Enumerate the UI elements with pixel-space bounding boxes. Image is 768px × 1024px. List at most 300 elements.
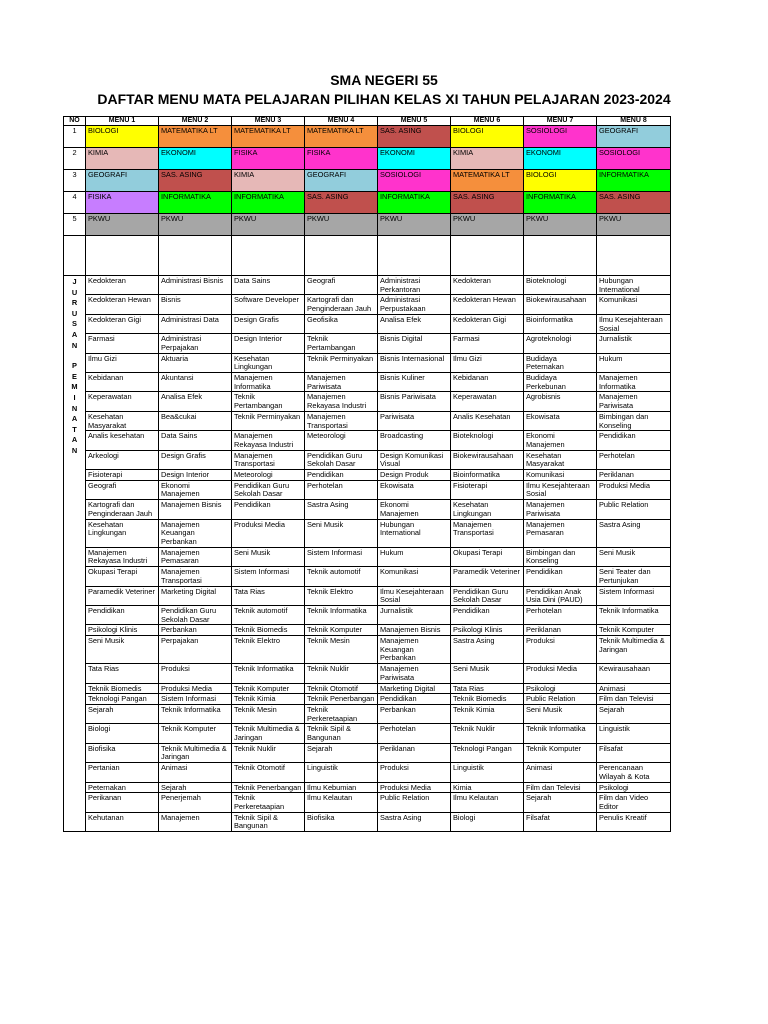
- jurusan-cell: Psikologi Klinis: [86, 625, 159, 636]
- jurusan-cell: Manajemen Keuangan Perbankan: [378, 636, 451, 664]
- jurusan-cell: Design Komunikasi Visual: [378, 450, 451, 469]
- jurusan-cell: Manajemen Bisnis: [159, 500, 232, 519]
- jurusan-cell: Filsafat: [524, 812, 597, 831]
- subject-cell: SOSIOLOGI: [524, 126, 597, 148]
- jurusan-cell: Design Interior: [159, 470, 232, 481]
- jurusan-cell: Teknik Perminyakan: [232, 411, 305, 430]
- jurusan-cell: Teknik Informatika: [232, 664, 305, 683]
- jurusan-cell: Arkeologi: [86, 450, 159, 469]
- label-char: I: [73, 392, 76, 402]
- jurusan-cell: Produksi Media: [232, 519, 305, 547]
- jurusan-cell: Teknik Multimedia & Jaringan: [232, 724, 305, 743]
- jurusan-cell: Komunikasi: [524, 470, 597, 481]
- jurusan-cell: Pendidikan Guru Sekolah Dasar: [232, 480, 305, 499]
- jurusan-cell: Kedokteran Hewan: [451, 295, 524, 314]
- subject-cell: EKONOMI: [159, 148, 232, 170]
- jurusan-cell: Teknik Informatika: [597, 605, 671, 624]
- jurusan-cell: Manajemen Informatika: [597, 373, 671, 392]
- jurusan-cell: Sejarah: [524, 793, 597, 812]
- jurusan-cell: Sastra Asing: [451, 636, 524, 664]
- jurusan-cell: Broadcasting: [378, 431, 451, 450]
- jurusan-cell: Kartografi dan Penginderaan Jauh: [305, 295, 378, 314]
- subject-row: [64, 192, 671, 214]
- jurusan-cell: Perhotelan: [597, 450, 671, 469]
- jurusan-row: [64, 636, 671, 664]
- jurusan-cell: Sastra Asing: [597, 519, 671, 547]
- jurusan-cell: Seni Musik: [305, 519, 378, 547]
- jurusan-cell: Bisnis Digital: [378, 334, 451, 353]
- jurusan-cell: Penerjemah: [159, 793, 232, 812]
- jurusan-cell: Hukum: [378, 547, 451, 566]
- subject-cell: INFORMATIKA: [159, 192, 232, 214]
- jurusan-cell: Kesehatan Lingkungan: [86, 519, 159, 547]
- jurusan-cell: Administrasi Perkantoran: [378, 276, 451, 295]
- subject-cell: PKWU: [451, 214, 524, 236]
- subject-cell: KIMIA: [232, 170, 305, 192]
- jurusan-cell: Teknik Biomedis: [451, 694, 524, 705]
- jurusan-cell: Teknik Pertambangan: [305, 334, 378, 353]
- subject-cell: EKONOMI: [378, 148, 451, 170]
- header-menu-2: MENU 2: [159, 117, 232, 126]
- jurusan-cell: Okupasi Terapi: [86, 567, 159, 586]
- jurusan-cell: Geografi: [86, 480, 159, 499]
- jurusan-row: [64, 704, 671, 723]
- jurusan-row: [64, 334, 671, 353]
- jurusan-cell: Filsafat: [597, 743, 671, 762]
- jurusan-cell: Animasi: [159, 763, 232, 782]
- subject-cell: SOSIOLOGI: [378, 170, 451, 192]
- header-menu-8: MENU 8: [597, 117, 671, 126]
- jurusan-cell: Teknik Pertambangan: [232, 392, 305, 411]
- jurusan-cell: Sistem Informasi: [159, 694, 232, 705]
- jurusan-cell: Design Grafis: [232, 314, 305, 333]
- jurusan-cell: Perikanan: [86, 793, 159, 812]
- jurusan-cell: Manajemen Keuangan Perbankan: [159, 519, 232, 547]
- jurusan-cell: Akuntansi: [159, 373, 232, 392]
- jurusan-cell: Teknik Biomedis: [86, 683, 159, 694]
- jurusan-cell: Teknik Komputer: [232, 683, 305, 694]
- blank-cell: [64, 236, 86, 276]
- label-char: U: [71, 287, 78, 297]
- jurusan-cell: Sastra Asing: [305, 500, 378, 519]
- jurusan-cell: Aktuaria: [159, 353, 232, 372]
- jurusan-cell: Manajemen Pariwisata: [378, 664, 451, 683]
- jurusan-cell: Bioinformatika: [451, 470, 524, 481]
- jurusan-row: [64, 353, 671, 372]
- jurusan-cell: Sejarah: [159, 782, 232, 793]
- jurusan-cell: Teknologi Pangan: [451, 743, 524, 762]
- subject-cell: KIMIA: [86, 148, 159, 170]
- jurusan-cell: Ilmu Kesejahteraan Sosial: [597, 314, 671, 333]
- subject-row: [64, 126, 671, 148]
- label-char: T: [72, 424, 77, 434]
- jurusan-row: [64, 314, 671, 333]
- jurusan-cell: Bisnis Internasional: [378, 353, 451, 372]
- jurusan-cell: Perhotelan: [378, 724, 451, 743]
- blank-cell: [159, 236, 232, 276]
- subject-cell: SAS. ASING: [378, 126, 451, 148]
- jurusan-row: [64, 605, 671, 624]
- jurusan-row: [64, 295, 671, 314]
- jurusan-cell: Kedokteran Hewan: [86, 295, 159, 314]
- jurusan-cell: Analis kesehatan: [86, 431, 159, 450]
- jurusan-cell: Kehutanan: [86, 812, 159, 831]
- jurusan-cell: Ekonomi Manajemen: [378, 500, 451, 519]
- jurusan-cell: Sastra Asing: [378, 812, 451, 831]
- jurusan-cell: Manajemen Pemasaran: [524, 519, 597, 547]
- jurusan-cell: Kedokteran Gigi: [86, 314, 159, 333]
- blank-cell: [524, 236, 597, 276]
- blank-cell: [378, 236, 451, 276]
- jurusan-cell: Design Interior: [232, 334, 305, 353]
- jurusan-cell: Manajemen Transportasi: [159, 567, 232, 586]
- subject-cell: MATEMATIKA LT: [232, 126, 305, 148]
- jurusan-cell: Biokewirausahaan: [451, 450, 524, 469]
- jurusan-cell: Teknik Perkeretaapian: [232, 793, 305, 812]
- jurusan-cell: Seni Musik: [597, 547, 671, 566]
- jurusan-cell: Manajemen Informatika: [232, 373, 305, 392]
- jurusan-cell: Produksi Media: [159, 683, 232, 694]
- jurusan-cell: Produksi: [378, 763, 451, 782]
- jurusan-cell: Administrasi Perpajakan: [159, 334, 232, 353]
- jurusan-cell: Ilmu Kesejahteraan Sosial: [378, 586, 451, 605]
- jurusan-cell: Kesehatan Lingkungan: [451, 500, 524, 519]
- label-char: [66, 351, 83, 361]
- jurusan-cell: Seni Musik: [451, 664, 524, 683]
- subject-row: [64, 170, 671, 192]
- jurusan-cell: Manajemen Rekayasa Industri: [232, 431, 305, 450]
- jurusan-cell: Ilmu Gizi: [451, 353, 524, 372]
- jurusan-cell: Sejarah: [305, 743, 378, 762]
- jurusan-cell: Manajemen Transportasi: [451, 519, 524, 547]
- jurusan-cell: Film dan Televisi: [524, 782, 597, 793]
- jurusan-cell: Pendidikan: [524, 567, 597, 586]
- jurusan-cell: Teknik automotif: [232, 605, 305, 624]
- jurusan-cell: Teknik Perminyakan: [305, 353, 378, 372]
- menu-table: [63, 116, 671, 832]
- jurusan-cell: Kebidanan: [451, 373, 524, 392]
- jurusan-cell: Teknik Komputer: [305, 625, 378, 636]
- jurusan-cell: Manajemen Bisnis: [378, 625, 451, 636]
- jurusan-cell: Public Relation: [378, 793, 451, 812]
- jurusan-cell: Bioteknologi: [524, 276, 597, 295]
- jurusan-cell: Teknik Sipil & Bangunan: [305, 724, 378, 743]
- jurusan-cell: Periklanan: [378, 743, 451, 762]
- row-number: 2: [64, 148, 86, 170]
- jurusan-cell: Ilmu Kebumian: [305, 782, 378, 793]
- jurusan-cell: Biokewirausahaan: [524, 295, 597, 314]
- subject-cell: FISIKA: [232, 148, 305, 170]
- subject-cell: FISIKA: [86, 192, 159, 214]
- jurusan-cell: Produksi Media: [378, 782, 451, 793]
- jurusan-cell: Produksi Media: [524, 664, 597, 683]
- jurusan-cell: Teknik Informatika: [159, 704, 232, 723]
- subject-cell: MATEMATIKA LT: [451, 170, 524, 192]
- jurusan-cell: Tata Rias: [232, 586, 305, 605]
- jurusan-cell: Design Produk: [378, 470, 451, 481]
- jurusan-cell: Ekowisata: [378, 480, 451, 499]
- jurusan-cell: Manajemen Rekayasa Industri: [305, 392, 378, 411]
- subject-cell: SAS. ASING: [305, 192, 378, 214]
- jurusan-cell: Psikologi: [524, 683, 597, 694]
- subject-cell: PKWU: [378, 214, 451, 236]
- blank-cell: [305, 236, 378, 276]
- label-char: J: [72, 277, 77, 286]
- jurusan-cell: Public Relation: [524, 694, 597, 705]
- jurusan-cell: Administrasi Bisnis: [159, 276, 232, 295]
- jurusan-cell: Bisnis: [159, 295, 232, 314]
- jurusan-cell: Kimia: [451, 782, 524, 793]
- header-row: [64, 117, 671, 126]
- jurusan-row: [64, 276, 671, 295]
- label-char: S: [72, 319, 77, 329]
- jurusan-cell: Bioteknologi: [451, 431, 524, 450]
- jurusan-cell: Farmasi: [86, 334, 159, 353]
- jurusan-cell: Perbankan: [378, 704, 451, 723]
- row-number: 5: [64, 214, 86, 236]
- jurusan-cell: Pendidikan Guru Sekolah Dasar: [451, 586, 524, 605]
- jurusan-cell: Seni Musik: [86, 636, 159, 664]
- jurusan-cell: Sejarah: [86, 704, 159, 723]
- jurusan-cell: Hubungan International: [378, 519, 451, 547]
- jurusan-cell: Produksi: [524, 636, 597, 664]
- blank-cell: [232, 236, 305, 276]
- jurusan-cell: Geografi: [305, 276, 378, 295]
- jurusan-cell: Public Relation: [597, 500, 671, 519]
- subject-cell: PKWU: [524, 214, 597, 236]
- label-char: P: [72, 361, 77, 371]
- subject-row: [64, 214, 671, 236]
- jurusan-cell: Pendidikan: [451, 605, 524, 624]
- subject-cell: PKWU: [159, 214, 232, 236]
- subject-cell: MATEMATIKA LT: [159, 126, 232, 148]
- jurusan-cell: Film dan Televisi: [597, 694, 671, 705]
- jurusan-cell: Periklanan: [524, 625, 597, 636]
- jurusan-row: [64, 411, 671, 430]
- jurusan-cell: Geofisika: [305, 314, 378, 333]
- subject-cell: BIOLOGI: [524, 170, 597, 192]
- subject-cell: MATEMATIKA LT: [305, 126, 378, 148]
- jurusan-cell: Penulis Kreatif: [597, 812, 671, 831]
- jurusan-rows: [64, 276, 671, 832]
- subject-cell: PKWU: [232, 214, 305, 236]
- jurusan-cell: Film dan Video Editor: [597, 793, 671, 812]
- jurusan-cell: Sejarah: [597, 704, 671, 723]
- jurusan-cell: Software Developer: [232, 295, 305, 314]
- jurusan-cell: Teknik Biomedis: [232, 625, 305, 636]
- jurusan-cell: Kedokteran: [86, 276, 159, 295]
- jurusan-cell: Teknik Otomotif: [305, 683, 378, 694]
- subject-cell: GEOGRAFI: [86, 170, 159, 192]
- label-char: A: [71, 435, 78, 445]
- jurusan-row: [64, 694, 671, 705]
- jurusan-cell: Teknik Informatika: [524, 724, 597, 743]
- subject-cell: FISIKA: [305, 148, 378, 170]
- jurusan-cell: Fisioterapi: [86, 470, 159, 481]
- jurusan-cell: Biofisika: [86, 743, 159, 762]
- row-number: 4: [64, 192, 86, 214]
- jurusan-cell: Kedokteran: [451, 276, 524, 295]
- jurusan-peminatan-label: [64, 276, 86, 832]
- jurusan-cell: Budidaya Peternakan: [524, 353, 597, 372]
- jurusan-cell: Manajemen Transportasi: [305, 411, 378, 430]
- jurusan-cell: Analisa Efek: [378, 314, 451, 333]
- jurusan-cell: Linguistik: [597, 724, 671, 743]
- jurusan-cell: Pendidikan: [232, 500, 305, 519]
- jurusan-cell: Ekonomi Manajemen: [159, 480, 232, 499]
- jurusan-cell: Pendidikan: [378, 694, 451, 705]
- jurusan-cell: Teknologi Pangan: [86, 694, 159, 705]
- jurusan-row: [64, 782, 671, 793]
- jurusan-cell: Ekonomi Manajemen: [524, 431, 597, 450]
- header-menu-1: MENU 1: [86, 117, 159, 126]
- jurusan-cell: Pendidikan: [305, 470, 378, 481]
- jurusan-row: [64, 812, 671, 831]
- jurusan-row: [64, 743, 671, 762]
- blank-cell: [597, 236, 671, 276]
- jurusan-cell: Farmasi: [451, 334, 524, 353]
- document-title: DAFTAR MENU MATA PELAJARAN PILIHAN KELAS XI TAHUN PELAJARAN 2023-2024: [97, 91, 671, 107]
- subject-row: [64, 148, 671, 170]
- jurusan-cell: Seni Musik: [232, 547, 305, 566]
- subject-cell: BIOLOGI: [86, 126, 159, 148]
- jurusan-cell: Teknik Mesin: [305, 636, 378, 664]
- subject-rows: [64, 126, 671, 276]
- label-char: N: [71, 445, 78, 455]
- subject-cell: PKWU: [305, 214, 378, 236]
- jurusan-cell: Teknik Penerbangan: [232, 782, 305, 793]
- jurusan-row: [64, 431, 671, 450]
- jurusan-row: [64, 724, 671, 743]
- jurusan-cell: Hukum: [597, 353, 671, 372]
- jurusan-cell: Hubungan International: [597, 276, 671, 295]
- jurusan-cell: Meteorologi: [305, 431, 378, 450]
- jurusan-cell: Teknik Nuklir: [232, 743, 305, 762]
- jurusan-row: [64, 500, 671, 519]
- jurusan-cell: Teknik Otomotif: [232, 763, 305, 782]
- jurusan-row: [64, 664, 671, 683]
- jurusan-cell: Pendidikan: [86, 605, 159, 624]
- jurusan-cell: Seni Musik: [524, 704, 597, 723]
- header-menu-4: MENU 4: [305, 117, 378, 126]
- jurusan-cell: Pendidikan Guru Sekolah Dasar: [305, 450, 378, 469]
- header-menu-7: MENU 7: [524, 117, 597, 126]
- subject-cell: BIOLOGI: [451, 126, 524, 148]
- row-number: 3: [64, 170, 86, 192]
- jurusan-cell: Jurnalistik: [597, 334, 671, 353]
- subject-cell: SOSIOLOGI: [597, 148, 671, 170]
- subject-cell: PKWU: [86, 214, 159, 236]
- jurusan-cell: Sistem Informasi: [305, 547, 378, 566]
- jurusan-cell: Teknik Komputer: [159, 724, 232, 743]
- jurusan-cell: Budidaya Perkebunan: [524, 373, 597, 392]
- jurusan-row: [64, 450, 671, 469]
- blank-row: [64, 236, 671, 276]
- subject-cell: INFORMATIKA: [378, 192, 451, 214]
- jurusan-cell: Okupasi Terapi: [451, 547, 524, 566]
- jurusan-cell: Teknik Sipil & Bangunan: [232, 812, 305, 831]
- jurusan-cell: Administrasi Data: [159, 314, 232, 333]
- jurusan-cell: Komunikasi: [378, 567, 451, 586]
- jurusan-cell: Biologi: [451, 812, 524, 831]
- jurusan-cell: Peternakan: [86, 782, 159, 793]
- label-char: A: [71, 414, 78, 424]
- jurusan-cell: Perpajakan: [159, 636, 232, 664]
- jurusan-cell: Ilmu Kesejahteraan Sosial: [524, 480, 597, 499]
- jurusan-cell: Kesehatan Lingkungan: [232, 353, 305, 372]
- jurusan-row: [64, 567, 671, 586]
- jurusan-cell: Biologi: [86, 724, 159, 743]
- jurusan-cell: Pendidikan Guru Sekolah Dasar: [159, 605, 232, 624]
- jurusan-cell: Psikologi Klinis: [451, 625, 524, 636]
- jurusan-cell: Pariwisata: [378, 411, 451, 430]
- jurusan-cell: Teknik automotif: [305, 567, 378, 586]
- school-name: SMA NEGERI 55: [330, 72, 438, 88]
- label-char: A: [71, 329, 78, 339]
- label-char: E: [72, 371, 77, 381]
- subject-cell: EKONOMI: [524, 148, 597, 170]
- jurusan-cell: Bimbingan dan Konseling: [524, 547, 597, 566]
- jurusan-cell: Paramedik Veteriner: [451, 567, 524, 586]
- jurusan-cell: Seni Teater dan Pertunjukan: [597, 567, 671, 586]
- jurusan-cell: Animasi: [597, 683, 671, 694]
- jurusan-row: [64, 519, 671, 547]
- label-char: N: [71, 403, 78, 413]
- jurusan-row: [64, 586, 671, 605]
- label-char: U: [71, 308, 78, 318]
- jurusan-cell: Pendidikan Anak Usia Dini (PAUD): [524, 586, 597, 605]
- jurusan-cell: Produksi: [159, 664, 232, 683]
- jurusan-cell: Biofisika: [305, 812, 378, 831]
- jurusan-cell: Perbankan: [159, 625, 232, 636]
- table-header: [64, 117, 671, 126]
- jurusan-row: [64, 793, 671, 812]
- jurusan-cell: Data Sains: [232, 276, 305, 295]
- jurusan-cell: Analisa Efek: [159, 392, 232, 411]
- subject-cell: INFORMATIKA: [232, 192, 305, 214]
- jurusan-cell: Marketing Digital: [378, 683, 451, 694]
- jurusan-cell: Teknik Multimedia & Jaringan: [597, 636, 671, 664]
- jurusan-row: [64, 683, 671, 694]
- jurusan-cell: Teknik Elektro: [232, 636, 305, 664]
- header-menu-3: MENU 3: [232, 117, 305, 126]
- subject-cell: SAS. ASING: [159, 170, 232, 192]
- jurusan-cell: Marketing Digital: [159, 586, 232, 605]
- jurusan-cell: Linguistik: [305, 763, 378, 782]
- jurusan-cell: Manajemen: [159, 812, 232, 831]
- jurusan-cell: Bisnis Pariwisata: [378, 392, 451, 411]
- jurusan-cell: Keperawatan: [86, 392, 159, 411]
- jurusan-cell: Tata Rias: [451, 683, 524, 694]
- jurusan-cell: Analis Kesehatan: [451, 411, 524, 430]
- jurusan-cell: Perhotelan: [305, 480, 378, 499]
- jurusan-cell: Perencanaan Wilayah & Kota: [597, 763, 671, 782]
- label-char: N: [71, 340, 78, 350]
- subject-cell: INFORMATIKA: [524, 192, 597, 214]
- jurusan-cell: Meteorologi: [232, 470, 305, 481]
- header-menu-6: MENU 6: [451, 117, 524, 126]
- subject-cell: KIMIA: [451, 148, 524, 170]
- header-no: NO: [64, 117, 86, 126]
- jurusan-cell: Pertanian: [86, 763, 159, 782]
- jurusan-cell: Kebidanan: [86, 373, 159, 392]
- jurusan-cell: Kewirausahaan: [597, 664, 671, 683]
- jurusan-cell: Jurnalistik: [378, 605, 451, 624]
- jurusan-cell: Bimbingan dan Konseling: [597, 411, 671, 430]
- jurusan-cell: Agroteknologi: [524, 334, 597, 353]
- jurusan-row: [64, 373, 671, 392]
- jurusan-cell: Administrasi Perpustakaan: [378, 295, 451, 314]
